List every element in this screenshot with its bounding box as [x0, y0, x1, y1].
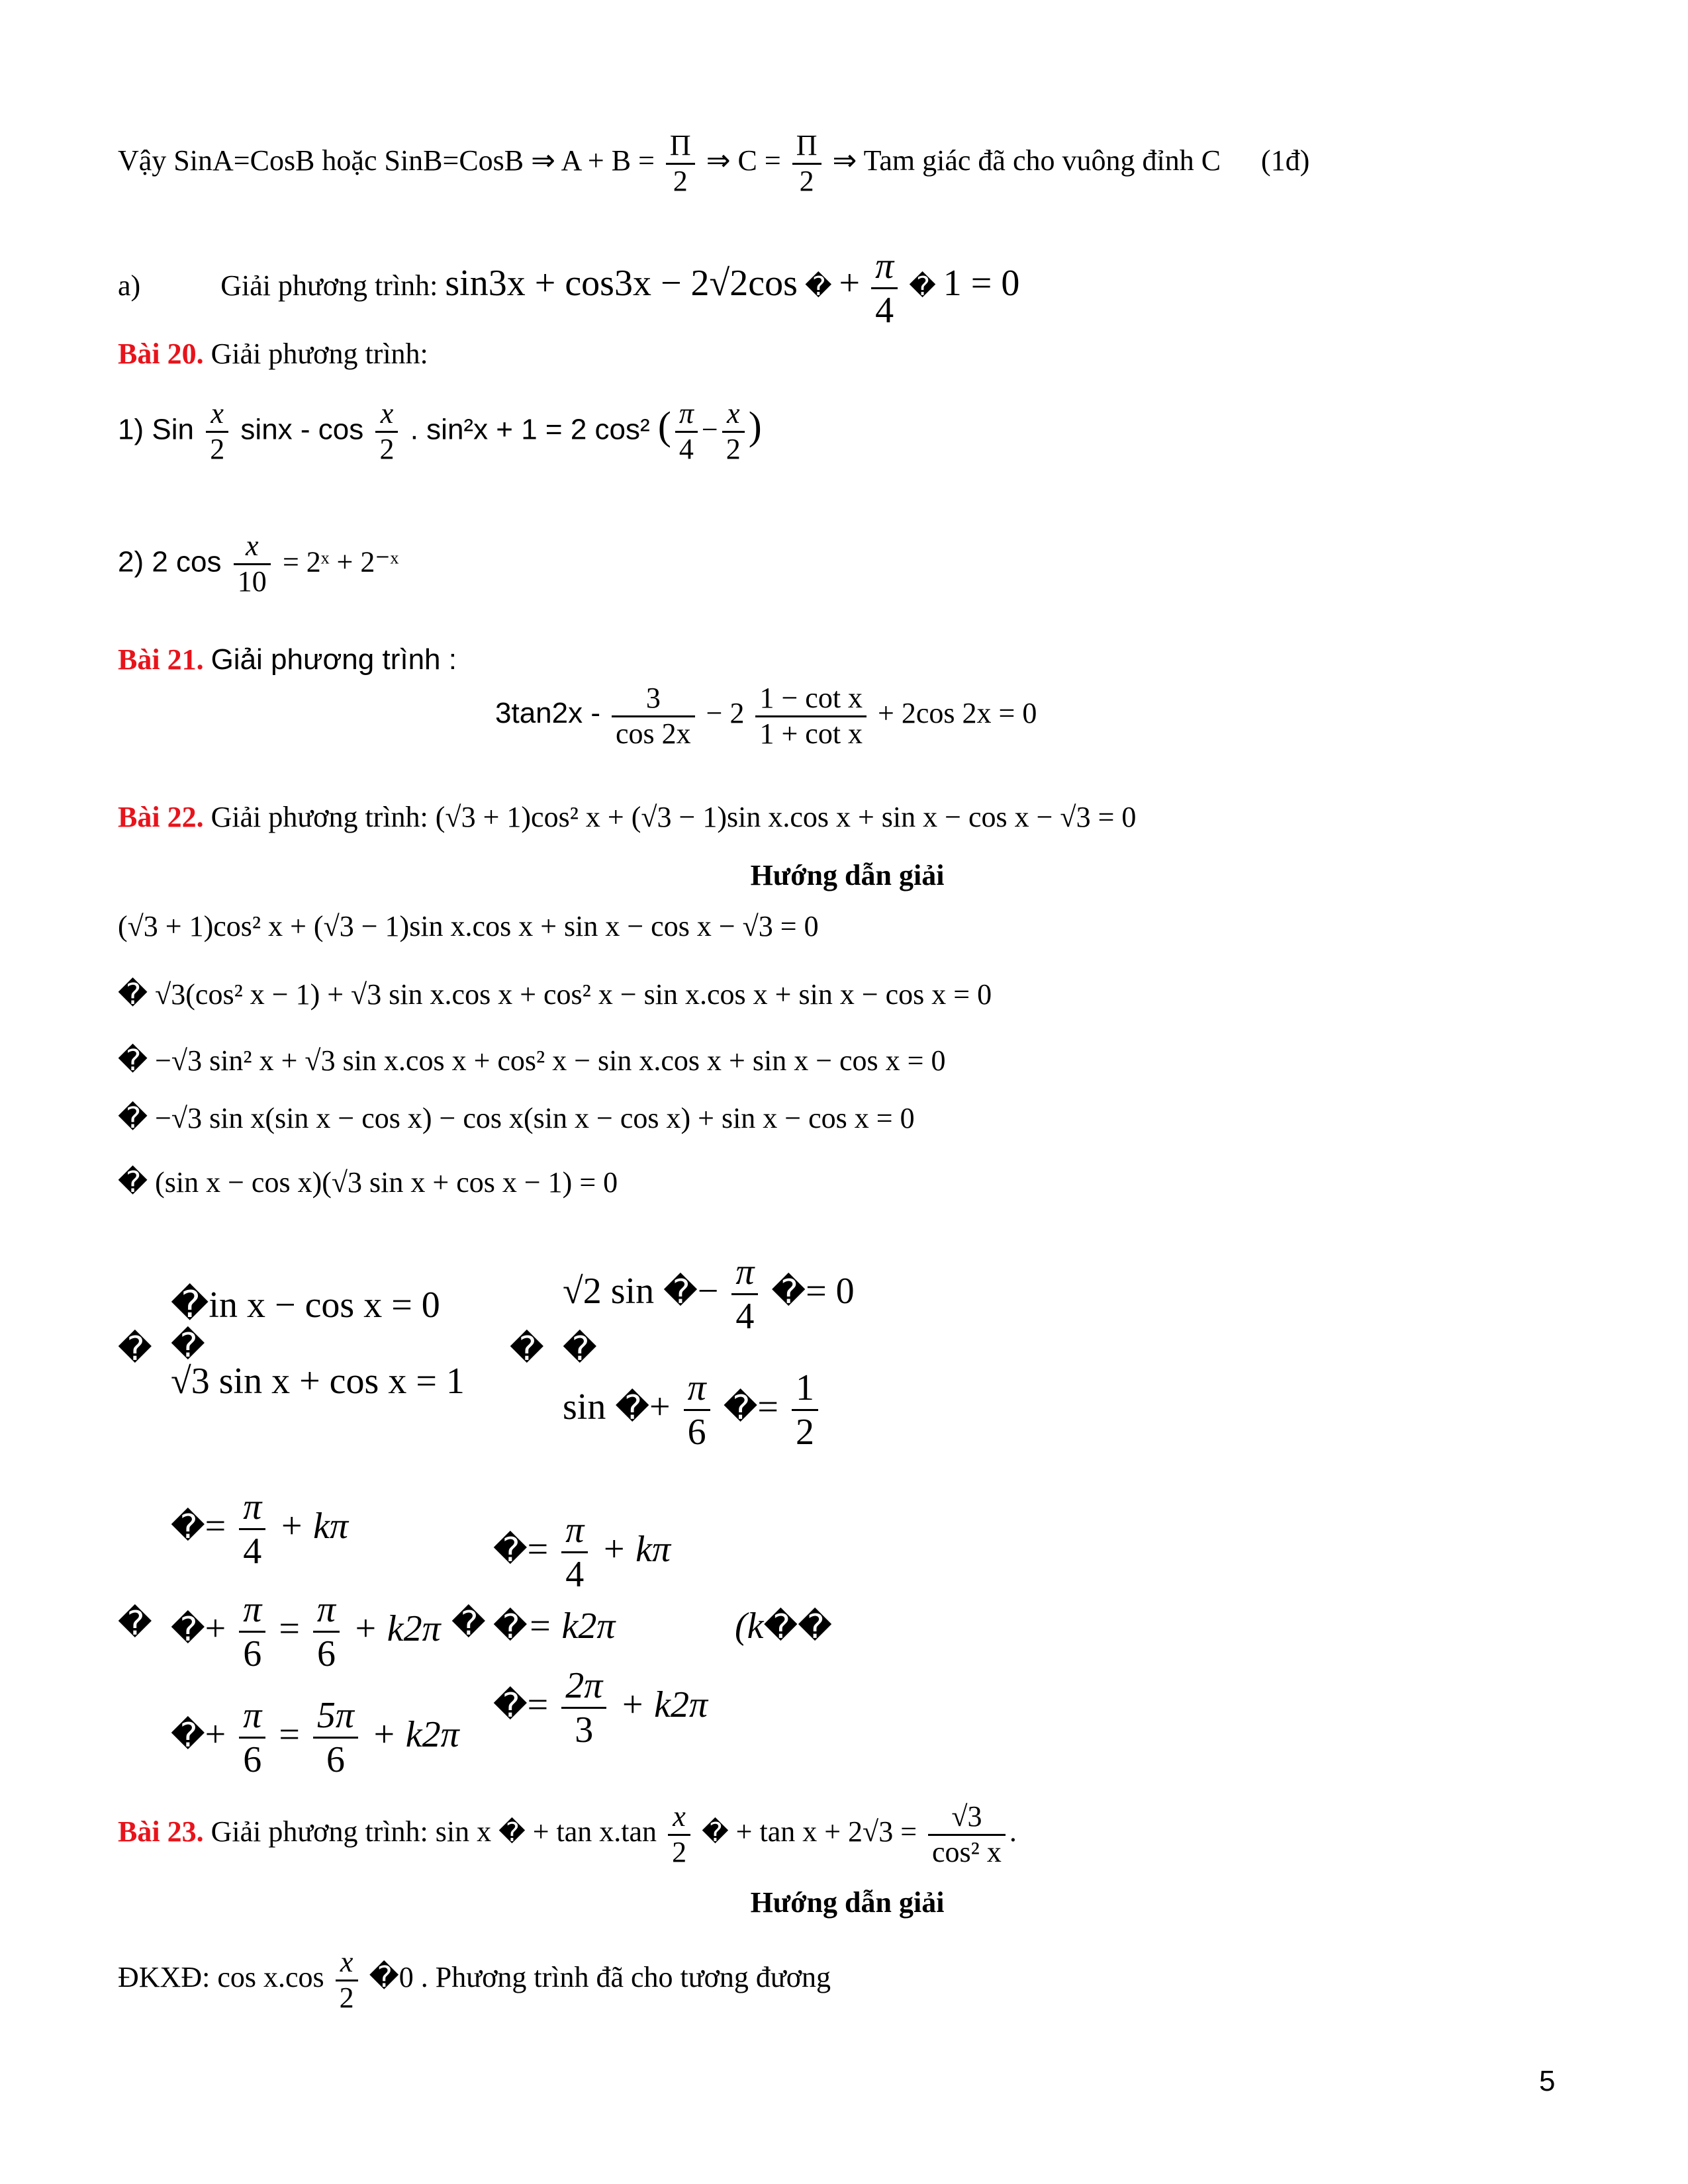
fraction-pi-over-4: $\frac{\pi}{4}$ [871, 245, 898, 332]
sys-a2: √3 sin x + cos x = 1 [171, 1361, 465, 1402]
sys-a1: �in x − cos x = 0 [171, 1285, 440, 1326]
sys2-left-brace: � [118, 1604, 152, 1643]
page-number: 5 [1539, 2065, 1556, 2097]
sys-left-brace: � [118, 1329, 152, 1368]
sol22-line3: � −√3 sin² x + √3 sin x.cos x + cos² x − sin x.cos x + sin x − cos x = 0 [118, 1044, 946, 1077]
sys-b1: √2 sin �− $\frac{\pi}{4}$ �= 0 [563, 1251, 855, 1338]
bai20-heading: Bài 20. Giải phương trình: [118, 338, 428, 370]
line-a-equation: a) Giải phương trình: sin3x + cos3x − 2√2cos � + $\frac{\pi}{4}$ � 1 = 0 [118, 246, 1020, 332]
sol22-line4: � −√3 sin x(sin x − cos x) − cos x(sin x − cos x) + sin x − cos x = 0 [118, 1102, 915, 1134]
huong-dan-giai-2: Hướng dẫn giải [750, 1886, 945, 1919]
sol22-line2: � √3(cos² x − 1) + √3 sin x.cos x + cos² x − sin x.cos x + sin x − cos x = 0 [118, 978, 992, 1011]
sys-mid-brace: � [510, 1329, 544, 1368]
sys-b-rep: � [563, 1329, 597, 1368]
sys2-a3: �+ $\frac{\pi}{6}$ = $\frac{5\pi}{6}$ + k2π [171, 1695, 459, 1781]
bai23-heading: Bài 23. Giải phương trình: sin x � + tan x.tan $\frac{x}{2}$ � + tan x + 2√3 = $\frac{√3}{\text{cos² x}}$ . [118, 1800, 1017, 1868]
sys2-a1: �= $\frac{\pi}{4}$ + kπ [171, 1486, 349, 1572]
sol22-line1: (√3 + 1)cos² x + (√3 − 1)sin x.cos x + sin x − cos x − √3 = 0 [118, 910, 819, 942]
sys2-b1: �= $\frac{\pi}{4}$ + kπ [493, 1510, 671, 1596]
sys-a-rep: � [171, 1326, 205, 1365]
bai20-eq1: 1) Sin $\frac{x}{2}$ sinx - cos $\frac{x}{2}$ . sin²x + 1 = 2 cos² ( $\frac{\pi}{4}$ − $\frac{x}{2}$ ) [118, 397, 762, 465]
sys-b2: sin �+ $\frac{\pi}{6}$ �= $\frac{1}{2}$ [563, 1367, 822, 1454]
dkxd-line: ĐKXĐ: cos x.cos $\frac{x}{2}$ �0 . Phương trình đã cho tương đương [118, 1946, 831, 2014]
sys2-k-cond: (k�� [735, 1606, 832, 1647]
bai22-heading: Bài 22. Giải phương trình: (√3 + 1)cos² x + (√3 − 1)sin x.cos x + sin x − cos x − √3 = 0 [118, 801, 1137, 833]
sys2-b2: �= k2π [493, 1606, 616, 1647]
fraction-pi-over-2: $\frac{\Pi}{2}$ [666, 129, 695, 198]
bai21-heading: Bài 21. Giải phương trình : [118, 643, 457, 676]
bai21-equation: 3tan2x - $\frac{3}{\cos 2x}$ − 2 $\frac{\text{1 − cot x}}{\text{1 + cot x}}$ + 2cos 2x = 0 [495, 682, 1037, 750]
fraction-pi-over-2b: $\frac{\Pi}{2}$ [792, 129, 821, 198]
line-conclusion: Vậy SinA=CosB hoặc SinB=CosB ⇒ A + B = $\frac{\Pi}{2}$ ⇒ C = $\frac{\Pi}{2}$ ⇒ Tam giác đã cho vuông đỉnh C (1đ) [118, 129, 1310, 197]
huong-dan-giai-1: Hướng dẫn giải [750, 859, 945, 891]
sol22-line5: � (sin x − cos x)(√3 sin x + cos x − 1) = 0 [118, 1166, 618, 1199]
bai20-eq2: 2) 2 cos $\frac{x}{10}$ = 2ˣ + 2⁻ˣ [118, 529, 399, 598]
sys2-b3: �= $\frac{2\pi}{3}$ + k2π [493, 1665, 708, 1751]
sys2-a2: �+ $\frac{\pi}{6}$ = $\frac{\pi}{6}$ + k2π [171, 1589, 441, 1675]
sys2-mid-brace: � [451, 1604, 486, 1643]
